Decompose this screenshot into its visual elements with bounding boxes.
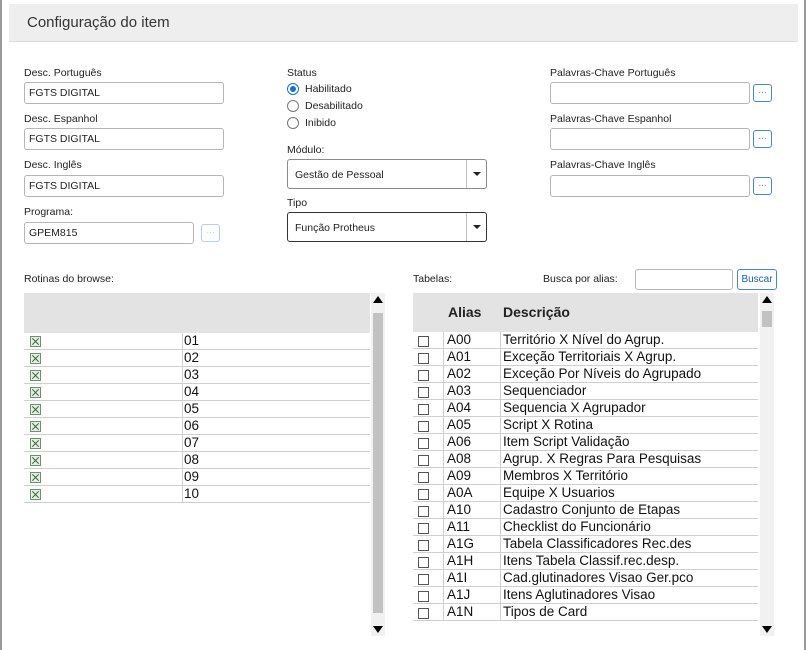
tipo-label: Tipo [287,197,308,209]
descricao-cell: Checklist do Funcionário [503,519,651,534]
column-divider [500,485,501,502]
column-divider [182,435,183,452]
checkbox-unchecked-icon[interactable] [418,472,429,483]
keywords-en-label: Palavras-Chave Inglês [550,159,656,171]
descricao-cell: Exceção Por Níveis do Agrupado [503,366,702,381]
descricao-cell: Cadastro Conjunto de Etapas [503,502,681,517]
table-row[interactable] [413,417,758,434]
keywords-en-button[interactable]: ... [753,177,772,195]
checkbox-unchecked-icon[interactable] [418,421,429,432]
status-label: Status [287,67,317,79]
checkbox-checked-icon[interactable] [30,353,41,364]
column-divider [182,401,183,418]
rotina-value: 10 [184,486,200,501]
column-divider [500,468,501,485]
table-row[interactable] [413,485,758,502]
scrollbar-thumb[interactable] [762,311,772,327]
checkbox-unchecked-icon[interactable] [418,455,429,466]
scroll-up-icon[interactable] [373,296,383,303]
rotina-value: 05 [184,401,200,416]
alias-cell: A08 [447,451,472,466]
alias-cell: A06 [447,434,472,449]
checkbox-unchecked-icon[interactable] [418,489,429,500]
tabelas-grid-header [413,293,758,332]
checkbox-unchecked-icon[interactable] [418,591,429,602]
table-row[interactable] [24,333,370,350]
column-divider [443,383,444,400]
descricao-cell: Território X Nível do Agrup. [503,332,665,347]
alias-cell: A11 [447,519,471,534]
column-divider [500,332,501,349]
checkbox-checked-icon[interactable] [30,472,41,483]
column-divider [500,383,501,400]
table-row[interactable] [413,451,758,468]
alias-cell: A01 [447,349,472,364]
descricao-cell: Tabela Classificadores Rec.des [503,536,692,551]
column-divider [443,604,444,621]
radio-unselected-icon [287,100,299,112]
rotina-value: 01 [184,333,200,348]
keywords-es-input[interactable] [550,128,750,150]
status-option-habilitado[interactable] [287,81,352,97]
checkbox-unchecked-icon[interactable] [418,404,429,415]
scroll-down-icon[interactable] [373,626,383,633]
tipo-select-value: Função Protheus [295,222,375,234]
rotina-value: 03 [184,367,200,382]
checkbox-unchecked-icon[interactable] [418,370,429,381]
table-row[interactable] [24,452,370,469]
table-row[interactable] [24,401,370,418]
checkbox-unchecked-icon[interactable] [418,523,429,534]
column-header-alias[interactable]: Alias [448,304,482,320]
descricao-cell: Tipos de Card [503,604,588,619]
alias-cell: A00 [447,332,472,347]
column-divider [500,400,501,417]
column-divider [443,587,444,604]
column-divider [500,570,501,587]
desc-pt-input[interactable]: FGTS DIGITAL [24,82,224,104]
table-row[interactable] [413,587,758,604]
desc-en-input[interactable]: FGTS DIGITAL [24,175,224,197]
status-option-label: Desabilitado [305,100,363,112]
descricao-cell: Exceção Territoriais X Agrup. [503,349,677,364]
checkbox-unchecked-icon[interactable] [418,353,429,364]
alias-cell: A1G [447,536,475,551]
descricao-cell: Equipe X Usuarios [503,485,615,500]
column-divider [500,451,501,468]
column-divider [443,366,444,383]
descricao-cell: Script X Rotina [503,417,594,432]
desc-es-input[interactable]: FGTS DIGITAL [24,128,224,150]
tabelas-scrollbar[interactable] [760,293,774,636]
column-divider [182,452,183,469]
descricao-cell: Cad.glutinadores Visao Ger.pco [503,570,694,585]
rotinas-grid [24,293,370,629]
table-row[interactable] [24,418,370,435]
column-divider [500,349,501,366]
column-divider [443,400,444,417]
column-divider [443,502,444,519]
column-divider [500,604,501,621]
alias-cell: A0A [447,485,473,500]
busca-alias-label: Busca por alias: [543,273,618,285]
keywords-es-button[interactable]: ... [753,130,772,148]
descricao-cell: Agrup. X Regras Para Pesquisas [503,451,702,466]
column-divider [443,468,444,485]
column-divider [500,587,501,604]
checkbox-unchecked-icon[interactable] [418,540,429,551]
table-row[interactable] [413,366,758,383]
rotina-value: 06 [184,418,200,433]
rotinas-label: Rotinas do browse: [24,273,114,285]
column-divider [500,417,501,434]
modulo-select-value: Gestão de Pessoal [295,169,384,181]
column-divider [182,486,183,503]
column-divider [500,553,501,570]
page-title: Configuração do item [27,14,170,31]
checkbox-checked-icon[interactable] [30,455,41,466]
checkbox-unchecked-icon[interactable] [418,438,429,449]
column-divider [443,570,444,587]
tipo-select[interactable] [287,212,487,242]
modulo-label: Módulo: [287,144,325,156]
descricao-cell: Membros X Território [503,468,629,483]
rotinas-scrollbar[interactable] [371,293,385,636]
table-row[interactable] [24,435,370,452]
alias-cell: A05 [447,417,472,432]
column-divider [182,469,183,486]
descricao-cell: Item Script Validação [503,434,630,449]
column-divider [443,332,444,349]
column-divider [443,349,444,366]
alias-cell: A1J [447,587,471,602]
radio-unselected-icon [287,117,299,129]
table-row[interactable] [24,486,370,503]
busca-alias-input[interactable] [635,269,733,290]
checkbox-unchecked-icon[interactable] [418,387,429,398]
checkbox-checked-icon[interactable] [30,387,41,398]
column-divider [500,519,501,536]
column-divider [500,536,501,553]
column-header-descricao[interactable]: Descrição [503,304,570,320]
keywords-pt-button[interactable]: ... [753,84,772,102]
rotina-value: 07 [184,435,200,450]
table-row[interactable] [413,553,758,570]
table-row[interactable] [413,332,758,349]
alias-cell: A1H [447,553,474,568]
column-divider [500,366,501,383]
page-header [9,4,798,42]
table-row[interactable] [413,349,758,366]
column-divider [500,434,501,451]
descricao-cell: Sequenciador [503,383,587,398]
tabelas-grid [413,293,758,625]
scrollbar-thumb[interactable] [373,313,383,613]
rotina-value: 02 [184,350,200,365]
checkbox-checked-icon[interactable] [30,336,41,347]
column-divider [182,333,183,350]
table-row[interactable] [413,570,758,587]
table-row[interactable] [413,434,758,451]
scroll-up-icon[interactable] [762,296,772,303]
keywords-pt-input[interactable] [550,82,750,104]
column-divider [182,350,183,367]
descricao-cell: Itens Tabela Classif.rec.desp. [503,553,680,568]
column-divider [182,384,183,401]
table-row[interactable] [413,468,758,485]
status-option-desabilitado[interactable] [287,98,363,114]
alias-cell: A1N [447,604,474,619]
alias-cell: A03 [447,383,472,398]
descricao-cell: Sequencia X Agrupador [503,400,646,415]
programa-input[interactable]: GPEM815 [24,222,194,244]
desc-en-label: Desc. Inglês [24,159,82,171]
programa-lookup-button[interactable]: ... [201,224,220,242]
descricao-cell: Itens Aglutinadores Visao [503,587,656,602]
desc-es-label: Desc. Espanhol [24,113,98,125]
tabelas-label: Tabelas: [413,273,453,285]
table-row[interactable] [24,469,370,486]
keywords-en-input[interactable] [550,175,750,197]
keywords-pt-label: Palavras-Chave Português [550,67,676,79]
alias-cell: A10 [447,502,472,517]
table-row[interactable] [413,383,758,400]
rotina-value: 08 [184,452,200,467]
checkbox-checked-icon[interactable] [30,438,41,449]
checkbox-checked-icon[interactable] [30,489,41,500]
rotina-value: 09 [184,469,200,484]
column-divider [443,519,444,536]
table-row[interactable] [413,502,758,519]
checkbox-unchecked-icon[interactable] [418,574,429,585]
alias-cell: A1I [447,570,468,585]
column-divider [182,367,183,384]
desc-pt-label: Desc. Português [24,67,102,79]
checkbox-checked-icon[interactable] [30,421,41,432]
column-divider [443,417,444,434]
table-row[interactable] [24,350,370,367]
status-option-inibido[interactable] [287,115,336,131]
alias-cell: A04 [447,400,472,415]
checkbox-unchecked-icon[interactable] [418,506,429,517]
column-divider [443,536,444,553]
status-option-label: Habilitado [305,83,352,95]
table-row[interactable] [413,400,758,417]
table-row[interactable] [413,536,758,553]
column-divider [500,502,501,519]
table-row[interactable] [413,519,758,536]
buscar-button[interactable]: Buscar [737,269,777,290]
table-row[interactable] [24,367,370,384]
rotina-value: 04 [184,384,200,399]
column-divider [443,451,444,468]
checkbox-unchecked-icon[interactable] [418,557,429,568]
table-row[interactable] [413,604,758,621]
column-divider [182,418,183,435]
column-divider [443,434,444,451]
checkbox-checked-icon[interactable] [30,404,41,415]
radio-selected-icon [287,83,299,95]
modulo-select[interactable] [287,159,487,189]
chevron-down-icon [466,213,486,241]
scroll-down-icon[interactable] [762,626,772,633]
checkbox-unchecked-icon[interactable] [418,336,429,347]
alias-cell: A02 [447,366,472,381]
programa-label: Programa: [24,206,74,218]
checkbox-checked-icon[interactable] [30,370,41,381]
keywords-es-label: Palavras-Chave Espanhol [550,113,672,125]
checkbox-unchecked-icon[interactable] [418,608,429,619]
table-row[interactable] [24,384,370,401]
column-divider [443,553,444,570]
chevron-down-icon [466,160,486,188]
column-divider [443,485,444,502]
status-option-label: Inibido [305,117,336,129]
alias-cell: A09 [447,468,472,483]
rotinas-grid-header [24,293,370,333]
